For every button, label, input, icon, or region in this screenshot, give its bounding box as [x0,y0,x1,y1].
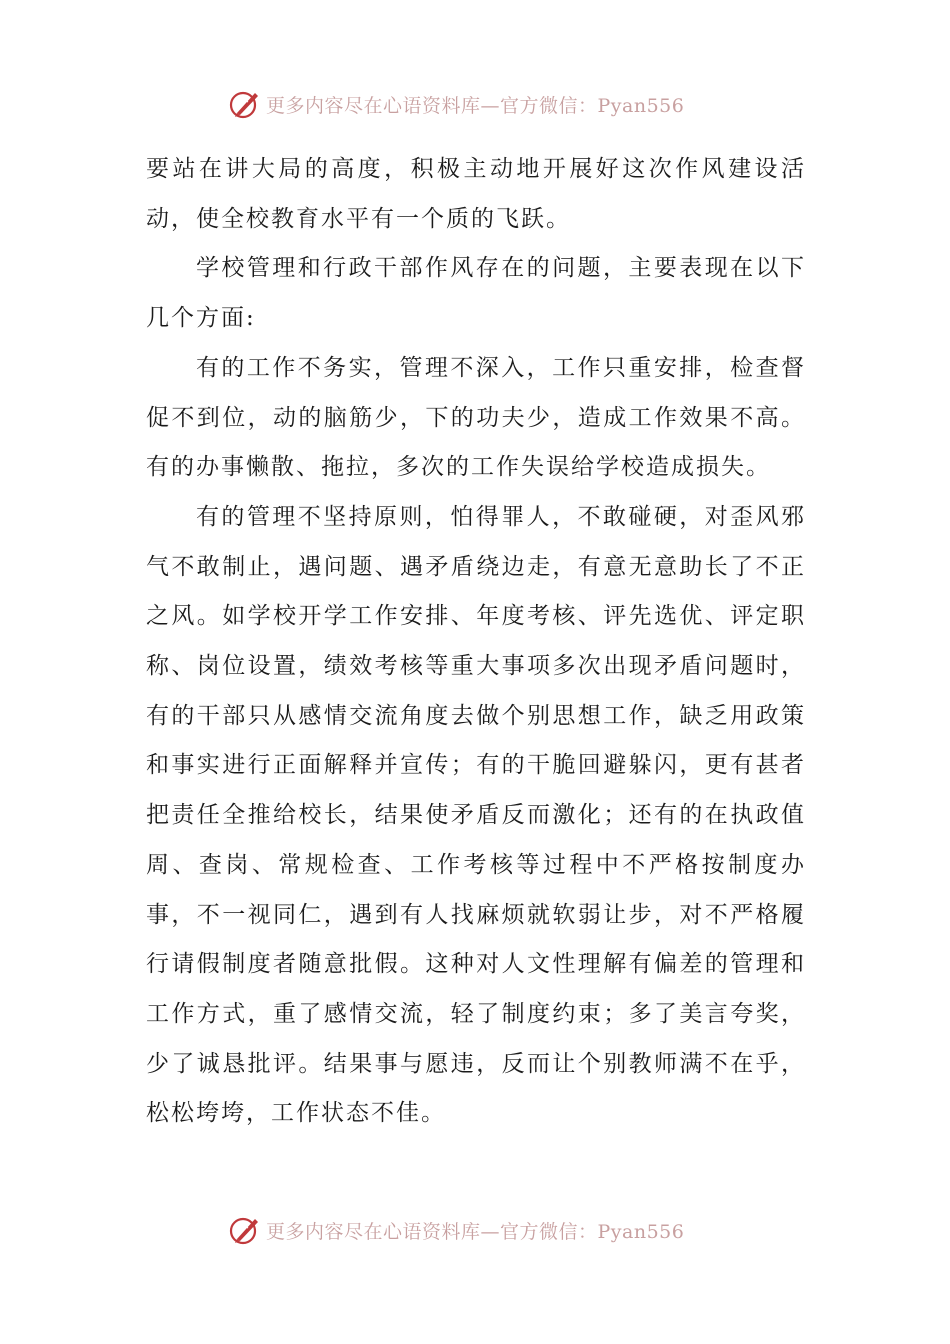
footer-watermark [228,1210,684,1250]
header-watermark-text: 更多内容尽在心语资料库—官方微信：Pyan556 [266,94,685,117]
footer-watermark-text: 更多内容尽在心语资料库—官方微信：Pyan556 [266,1220,685,1243]
paragraph-4: 有的管理不坚持原则，怕得罪人，不敢碰硬，对歪风邪气不敢制止，遇问题、遇矛盾绕边走，有意无意助长了不正之风。如学校开学工作安排、年度考核、评先选优、评定职称、岗位设置，绩效考核等重大事项多次出现矛盾问题时，有的干部只从感情交流角度去做个别思想工作，缺乏用政策和事实进行正面解释并宣传；有的干脆回避躲闪，更有甚者把责任全推给校长，结果使矛盾反而激化；还有的在执政值周、查岗、常规检查、工作考核等过程中不严格按制度办事，不一视同仁，遇到有人找麻烦就软弱让步，对不严格履行请假制度者随意批假。这种对人文性理解有偏差的管理和工作方式，重了感情交流，轻了制度约束；多了美言夸奖，少了诚恳批评。结果事与愿违，反而让个别教师满不在乎，松松垮垮，工作状态不佳。 [146,503,806,1127]
paragraph-1: 要站在讲大局的高度，积极主动地开展好这次作风建设活动，使全校教育水平有一个质的飞跃。 [146,156,806,232]
pen-logo-icon [228,1213,262,1247]
pen-logo-icon [228,87,262,121]
document-body [146,145,806,1139]
header-watermark [228,84,684,124]
paragraph-2: 学校管理和行政干部作风存在的问题，主要表现在以下几个方面: [146,255,806,332]
paragraph-3: 有的工作不务实，管理不深入，工作只重安排，检查督促不到位，动的脑筋少，下的功夫少，造成工作效果不高。有的办事懒散、拖拉，多次的工作失误给学校造成损失。 [146,354,806,481]
